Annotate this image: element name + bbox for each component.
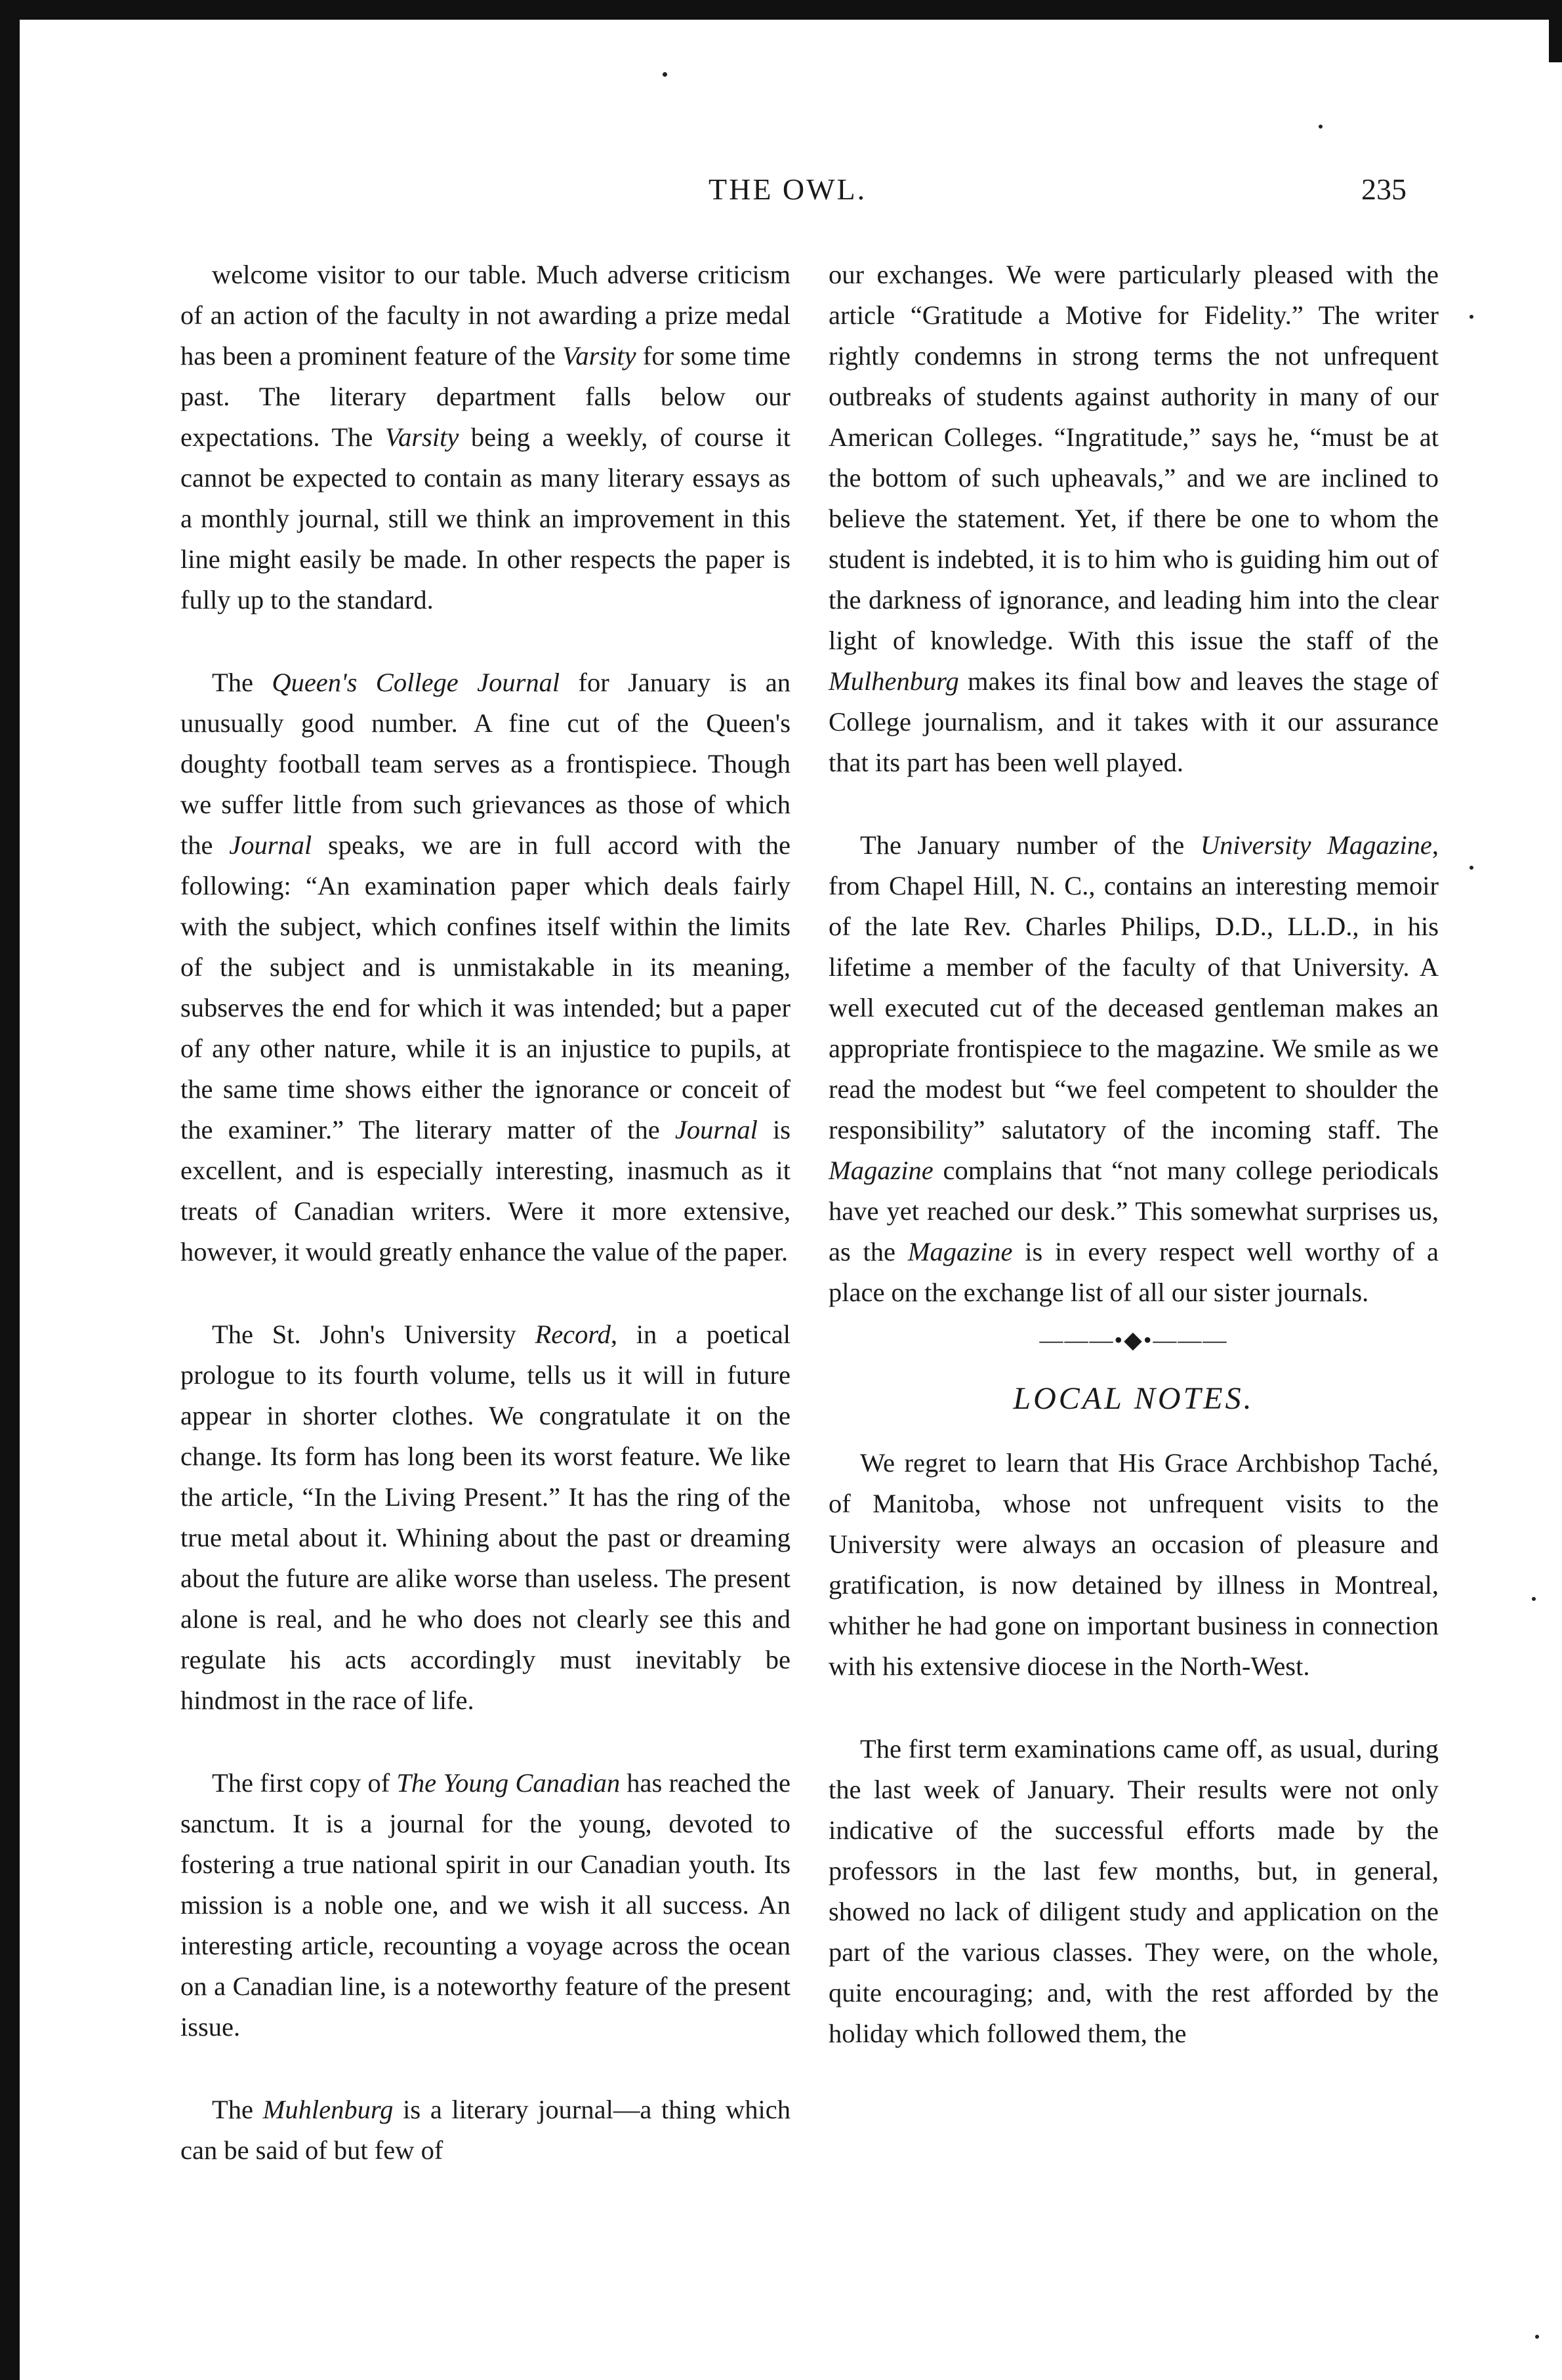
paragraph: [180, 1314, 791, 1721]
running-head: THE OWL.: [709, 172, 867, 206]
text-run: being a weekly, of course it cannot be expected to contain as many literary essays as a monthly journal, still we think an improvement in this line might easily be made. In other respects the paper is fully up to the standard.: [180, 422, 791, 615]
ink-speck: [1470, 315, 1473, 319]
text-run: complains that “not many college periodicals have yet reached our desk.” This somewhat surprises us, as the: [829, 1156, 1439, 1266]
italic-title: The Young Canadian: [396, 1768, 621, 1798]
text-run: is excellent, and is especially interesting, inasmuch as it treats of Canadian writers. Were it more extensive, however, it would greatly enhance the value of the paper.: [180, 1115, 791, 1266]
local-notes-paragraphs: [829, 1443, 1439, 2054]
text-run: , in a poetical prologue to its fourth volume, tells us it will in future appear in shorter clothes. We congratulate it on the change. Its form has long been its worst feature. We like the article, “In the Living Present.” It has the ring of the true metal about it. Whining about the past or dreaming about the future are alike worse than useless. The present alone is real, and he who does not clearly see this and regulate his acts accordingly must inevitably be hindmost in the race of life.: [180, 1320, 791, 1715]
text-run: The first term examinations came off, as usual, during the last week of January. Their results were not only indicative of the successful efforts made by the professors in the last few months, but, in general, showed no lack of diligent study and application on the part of the various classes. They were, on the whole, quite encouraging; and, with the rest afforded by the holiday which followed them, the: [829, 1734, 1439, 2048]
italic-title: Magazine: [907, 1237, 1013, 1266]
text-run: We regret to learn that His Grace Archbishop Taché, of Manitoba, whose not unfrequent visits to the University were always an occasion of pleasure and gratification, is now detained by illness in Montreal, whither he had gone on important business in connection with his extensive diocese in the North-West.: [829, 1448, 1439, 1681]
right-edge-mark: [1549, 0, 1562, 62]
paragraph: [180, 254, 791, 620]
exchange-paragraphs: [829, 254, 1439, 1313]
left-border-rule: [0, 0, 20, 2380]
section-ornament: ———•◆•———: [1039, 1327, 1228, 1353]
text-run: makes its final bow and leaves the stage of College journalism, and it takes with it our assurance that its part has been well played.: [829, 666, 1439, 777]
italic-title: University Magazine: [1200, 830, 1432, 860]
paragraph: [829, 825, 1439, 1313]
text-run: , from Chapel Hill, N. C., contains an interesting memoir of the late Rev. Charles Philips, D.D., LL.D., in his lifetime a member of the faculty of that University. A well executed cut of the deceased gentleman makes an appropriate frontispiece to the magazine. We smile as we read the modest but “we feel competent to shoulder the responsibility” salutatory of the incoming staff. The: [829, 830, 1439, 1144]
paragraph: [180, 1763, 791, 2047]
italic-title: Journal: [229, 830, 312, 860]
text-run: The: [212, 2095, 263, 2124]
local-notes-heading: LOCAL NOTES.: [1013, 1381, 1254, 1416]
top-border-rule: [0, 0, 1562, 20]
italic-title: Varsity: [562, 341, 636, 371]
text-run: for January is an unusually good number. A fine cut of the Queen's doughty football team serves as a frontispiece. Though we suffer little from such grievances as those of which the: [180, 668, 791, 860]
ink-speck: [1319, 125, 1323, 129]
paragraph: [829, 1729, 1439, 2054]
text-run: The: [212, 668, 272, 697]
left-column: [180, 254, 791, 2171]
text-run: has reached the sanctum. It is a journal for the young, devoted to fostering a true national spirit in our Canadian youth. Its mission is a noble one, and we wish it all success. An interesting article, recounting a voyage across the ocean on a Canadian line, is a noteworthy feature of the present issue.: [180, 1768, 791, 2042]
text-run: speaks, we are in full accord with the following: “An examination paper which deals fairly with the subject, which confines itself within the limits of the subject and is unmistakable in its meaning, subserves the end for which it was intended; but a paper of any other nature, while it is an injustice to pupils, at the same time shows either the ignorance or conceit of the examiner.” The literary matter of the: [180, 830, 791, 1144]
paragraph: [829, 254, 1439, 783]
right-column: [829, 254, 1439, 2054]
italic-title: Muhlenburg: [262, 2095, 394, 2124]
italic-title: Mulhenburg: [829, 666, 959, 696]
italic-title: Queen's College Journal: [272, 668, 560, 697]
paragraph: [829, 1443, 1439, 1687]
ink-speck: [1535, 2335, 1539, 2339]
italic-title: Journal: [674, 1115, 758, 1144]
text-run: The St. John's University: [212, 1320, 535, 1349]
text-run: The January number of the: [860, 830, 1201, 860]
text-run: welcome visitor to our table. Much adverse criticism of an action of the faculty in not awarding a prize medal has been a prominent feature of the: [180, 260, 791, 371]
italic-title: Record: [535, 1320, 611, 1349]
text-run: our exchanges. We were particularly pleased with the article “Gratitude a Motive for Fidelity.” The writer rightly condemns in strong terms the not unfrequent outbreaks of students against authority in many of our American Colleges. “Ingratitude,” says he, “must be at the bottom of such upheavals,” and we are inclined to believe the statement. Yet, if there be one to whom the student is indebted, it is to him who is guiding him out of the darkness of ignorance, and leading him into the clear light of knowledge. With this issue the staff of the: [829, 260, 1439, 655]
ink-speck: [663, 72, 667, 77]
paragraph: [180, 2089, 791, 2171]
text-run: is a literary journal—a thing which can be said of but few of: [180, 2095, 791, 2165]
text-run: is in every respect well worthy of a place on the exchange list of all our sister journals.: [829, 1237, 1439, 1307]
italic-title: Varsity: [384, 422, 459, 452]
text-run: for some time past. The literary department falls below our expectations. The: [180, 341, 791, 452]
text-run: The first copy of: [212, 1768, 397, 1798]
page-number: 235: [1361, 172, 1407, 206]
ink-speck: [1532, 1597, 1536, 1601]
paragraph: [180, 662, 791, 1272]
page-header: [0, 172, 1562, 224]
italic-title: Magazine: [829, 1156, 934, 1185]
ink-speck: [1470, 866, 1473, 870]
